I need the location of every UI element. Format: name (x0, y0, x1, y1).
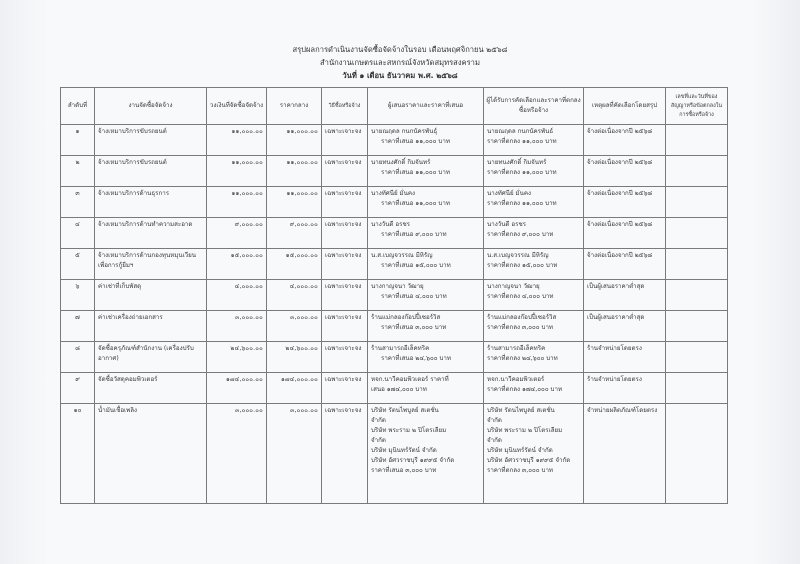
winner-name: น.ส.เบญจวรรณ มีหิรัญ (487, 252, 549, 259)
row-budget: ๑๑,๐๐๐.๐๐ (207, 187, 267, 218)
table-row (61, 249, 728, 280)
row-no: ๕ (61, 249, 95, 280)
col-header-reason: เหตุผลที่คัดเลือกโดยสรุป (584, 88, 666, 125)
winner-name: จำกัด (487, 417, 502, 424)
row-reason: จ้างต่อเนื่องจากปี ๒๕๖๘ (584, 125, 666, 156)
bid-price: ราคาที่เสนอ ๒๔,๖๐๐ บาท (381, 355, 451, 362)
row-contract (666, 125, 728, 156)
winner-name: จำกัด (487, 437, 502, 444)
row-budget: ๒๔,๖๐๐.๐๐ (207, 342, 267, 373)
row-reason: ร้านจำหน่ายโดยตรง (584, 342, 666, 373)
bidder-name: นายณฤดล กนกนัครพันธุ์ (371, 128, 438, 135)
winner-name: นางกาญจนา วัฒายุ (487, 283, 540, 290)
bidder-name: ร้านแม่กลองก๊อปปี้เซอร์วิส (371, 314, 441, 321)
table-row (61, 311, 728, 342)
row-method: เฉพาะเจาะจง (322, 156, 368, 187)
row-bidder (368, 311, 484, 342)
row-reason: จ้างต่อเนื่องจากปี ๒๕๖๘ (584, 249, 666, 280)
bid-price: ราคาที่เสนอ ๓,๐๐๐ บาท (381, 324, 447, 331)
table-row (61, 342, 728, 373)
row-item: จ้างเหมาบริการด้านธุรการ (95, 187, 207, 218)
row-contract (666, 373, 728, 404)
row-budget: ๙,๐๐๐.๐๐ (207, 218, 267, 249)
row-bidder (368, 373, 484, 404)
row-winner (484, 249, 584, 280)
row-budget: ๑๕,๐๐๐.๐๐ (207, 249, 267, 280)
row-median-price: ๙,๐๐๐.๐๐ (267, 218, 322, 249)
row-winner (484, 280, 584, 311)
agreed-price: ราคาที่ตกลง ๑๑,๐๐๐ บาท (487, 169, 557, 176)
row-item: จัดซื้อครุภัณฑ์สำนักงาน (เครื่องปรับอากาศ) (95, 342, 207, 373)
row-median-price: ๓,๐๐๐.๐๐ (267, 404, 322, 504)
table-row (61, 156, 728, 187)
row-no: ๘ (61, 342, 95, 373)
col-header-winner: ผู้ได้รับการคัดเลือกและราคาที่ตกลงซื้อหรือจ้าง (484, 88, 584, 125)
bid-price: ราคาที่เสนอ ๑๑,๐๐๐ บาท (381, 200, 450, 207)
agreed-price: ราคาที่ตกลง ๔,๐๐๐ บาท (487, 293, 554, 300)
bid-price: ราคาที่เสนอ ๙,๐๐๐ บาท (381, 231, 447, 238)
row-median-price: ๓,๐๐๐.๐๐ (267, 311, 322, 342)
bid-price: ราคาที่เสนอ ๑๑,๐๐๐ บาท (381, 138, 450, 145)
row-contract (666, 280, 728, 311)
bidder-name: บริษัท รัตนไพบูลย์ สเตชั่น (371, 407, 439, 414)
row-item: ค่าเช่าเครื่องถ่ายเอกสาร (95, 311, 207, 342)
row-bidder (368, 125, 484, 156)
row-contract (666, 342, 728, 373)
row-budget: ๓,๐๐๐.๐๐ (207, 404, 267, 504)
bidder-name: ร้านสามารถอีเล็คทริค (371, 345, 430, 352)
bid-price: ราคาที่เสนอ ๔,๐๐๐ บาท (381, 293, 447, 300)
row-method: เฉพาะเจาะจง (322, 280, 368, 311)
col-header-median-price: ราคากลาง (267, 88, 322, 125)
row-budget: ๑๗๔,๐๐๐.๐๐ (207, 373, 267, 404)
row-bidder (368, 156, 484, 187)
winner-name: นางทัศนีย์ มั่นคง (487, 190, 532, 197)
row-median-price: ๑๗๔,๐๐๐.๐๐ (267, 373, 322, 404)
row-contract (666, 249, 728, 280)
winner-name: หจก.นาวีคอมพิวเตอร์ (487, 376, 545, 383)
row-reason: จ้างต่อเนื่องจากปี ๒๕๖๘ (584, 218, 666, 249)
bidder-name: บริษัท พระราม ๒ ปิโตรเลียม (371, 427, 447, 434)
row-median-price: ๒๔,๖๐๐.๐๐ (267, 342, 322, 373)
table-row (61, 187, 728, 218)
row-method: เฉพาะเจาะจง (322, 218, 368, 249)
bidder-name: น.ส.เบญจวรรณ มีหิรัญ (371, 252, 433, 259)
row-item: ค่าเช่าที่เก็บพัสดุ (95, 280, 207, 311)
row-contract (666, 187, 728, 218)
row-item: จัดซื้อวัสดุคอมพิวเตอร์ (95, 373, 207, 404)
row-item: จ้างเหมาบริการด้านกองทุนหมุนเวียนเพื่อการกู้ยืมฯ (95, 249, 207, 280)
row-winner (484, 311, 584, 342)
winner-name: นางวันดี อรชร (487, 221, 526, 228)
row-reason: จำหน่ายผลิตภัณฑ์โดยตรง (584, 404, 666, 504)
row-winner (484, 342, 584, 373)
bidder-name: นางวันดี อรชร (371, 221, 410, 228)
row-budget: ๑๑,๐๐๐.๐๐ (207, 156, 267, 187)
row-method: เฉพาะเจาะจง (322, 249, 368, 280)
row-budget: ๔,๐๐๐.๐๐ (207, 280, 267, 311)
row-reason: เป็นผู้เสนอราคาต่ำสุด (584, 311, 666, 342)
row-method: เฉพาะเจาะจง (322, 373, 368, 404)
row-median-price: ๔,๐๐๐.๐๐ (267, 280, 322, 311)
col-header-contract: เลขที่และวันที่ของสัญญาหรือข้อตกลงในการซื้อหรือจ้าง (666, 88, 728, 125)
winner-name: ร้านสามารถอีเล็คทริค (487, 345, 546, 352)
row-median-price: ๑๑,๐๐๐.๐๐ (267, 187, 322, 218)
row-bidder (368, 218, 484, 249)
row-reason: ร้านจำหน่ายโดยตรง (584, 373, 666, 404)
row-no: ๒ (61, 156, 95, 187)
bidder-name: จำกัด (371, 417, 386, 424)
agreed-price: ราคาที่ตกลง ๑๑,๐๐๐ บาท (487, 200, 557, 207)
procurement-table (60, 87, 728, 504)
row-no: ๗ (61, 311, 95, 342)
table-row (61, 125, 728, 156)
bidder-name: หจก.นาวีคอมพิวเตอร์ ราคาที่ (371, 376, 449, 383)
row-winner (484, 156, 584, 187)
row-contract (666, 404, 728, 504)
row-winner (484, 218, 584, 249)
agency-name: สำนักงานเกษตรและสหกรณ์จังหวัดสมุทรสงคราม (320, 58, 480, 67)
row-bidder (368, 187, 484, 218)
row-contract (666, 156, 728, 187)
row-no: ๖ (61, 280, 95, 311)
row-item: จ้างเหมาบริการด้านทำความสะอาด (95, 218, 207, 249)
winner-name: ร้านแม่กลองก๊อปปี้เซอร์วิส (487, 314, 557, 321)
table-row (61, 280, 728, 311)
row-item: จ้างเหมาบริการขับรถยนต์ (95, 156, 207, 187)
winner-name: นายณฤดล กนกนัครพันธ์ (487, 128, 554, 135)
row-budget: ๑๑,๐๐๐.๐๐ (207, 125, 267, 156)
row-reason: จ้างต่อเนื่องจากปี ๒๕๖๘ (584, 156, 666, 187)
agreed-price: ราคาที่ตกลง ๓,๐๐๐ บาท (487, 467, 554, 474)
bid-price: ราคาที่เสนอ ๑๑,๐๐๐ บาท (381, 169, 450, 176)
row-winner (484, 187, 584, 218)
row-contract (666, 218, 728, 249)
row-contract (666, 311, 728, 342)
row-reason: จ้างต่อเนื่องจากปี ๒๕๖๘ (584, 187, 666, 218)
winner-name: บริษัท มุนินทร์รัตน์ จำกัด (487, 447, 553, 454)
row-winner (484, 373, 584, 404)
winner-name: บริษัท อัศวราชบุรี ๑๙๙๕ จำกัด (487, 457, 571, 464)
row-median-price: ๑๑,๐๐๐.๐๐ (267, 156, 322, 187)
col-header-method: วิธีซื้อหรือจ้าง (322, 88, 368, 125)
winner-name: บริษัท พระราม ๒ ปิโตรเลียม (487, 427, 563, 434)
col-header-no: ลำดับที่ (61, 88, 95, 125)
row-bidder (368, 342, 484, 373)
row-no: ๓ (61, 187, 95, 218)
row-method: เฉพาะเจาะจง (322, 311, 368, 342)
bidder-name: บริษัท อัศวราชบุรี ๑๙๙๕ จำกัด (371, 457, 455, 464)
agreed-price: ราคาที่ตกลง ๓,๐๐๐ บาท (487, 324, 554, 331)
row-bidder (368, 404, 484, 504)
bidder-name: นางกาญจนา วัฒายุ (371, 283, 424, 290)
row-item: จ้างเหมาบริการขับรถยนต์ (95, 125, 207, 156)
agreed-price: ราคาที่ตกลง ๒๔,๖๐๐ บาท (487, 355, 558, 362)
document-title: สรุปผลการดำเนินงานจัดซื้อจัดจ้างในรอบ เดือนพฤศจิกายน ๒๕๖๘ (292, 45, 508, 54)
agreed-price: ราคาที่ตกลง ๑๕,๐๐๐ บาท (487, 262, 558, 269)
winner-name: บริษัท รัตนไพบูลย์ สเตชั่น (487, 407, 555, 414)
row-no: ๑๐ (61, 404, 95, 504)
agreed-price: ราคาที่ตกลง ๑๗๔,๐๐๐ บาท (487, 386, 563, 393)
bidder-name: นายทนงศักดิ์ กิมจันทร์ (371, 159, 431, 166)
winner-name: นายทนงศักดิ์ กิมจันทร์ (487, 159, 547, 166)
row-no: ๙ (61, 373, 95, 404)
document-date: วันที่ ๑ เดือน ธันวาคม พ.ศ. ๒๕๖๘ (342, 71, 458, 80)
row-winner (484, 125, 584, 156)
row-median-price: ๑๕,๐๐๐.๐๐ (267, 249, 322, 280)
bid-price: ราคาที่เสนอ ๓,๐๐๐ บาท (371, 467, 437, 474)
row-method: เฉพาะเจาะจง (322, 342, 368, 373)
row-no: ๔ (61, 218, 95, 249)
col-header-budget: วงเงินที่จัดซื้อจัดจ้าง (207, 88, 267, 125)
row-method: เฉพาะเจาะจง (322, 404, 368, 504)
row-no: ๑ (61, 125, 95, 156)
bidder-name: นางทัศนีย์ มั่นคง (371, 190, 416, 197)
row-winner (484, 404, 584, 504)
table-row (61, 218, 728, 249)
bid-price: เสนอ ๑๗๔,๐๐๐ บาท (371, 386, 427, 393)
bidder-name: บริษัท มุนินทร์รัตน์ จำกัด (371, 447, 437, 454)
agreed-price: ราคาที่ตกลง ๑๑,๐๐๐ บาท (487, 138, 557, 145)
table-row (61, 373, 728, 404)
agreed-price: ราคาที่ตกลง ๙,๐๐๐ บาท (487, 231, 554, 238)
bid-price: ราคาที่เสนอ ๑๕,๐๐๐ บาท (381, 262, 451, 269)
row-budget: ๓,๐๐๐.๐๐ (207, 311, 267, 342)
row-method: เฉพาะเจาะจง (322, 187, 368, 218)
row-reason: เป็นผู้เสนอราคาต่ำสุด (584, 280, 666, 311)
bidder-name: จำกัด (371, 437, 386, 444)
col-header-bidders: ผู้เสนอราคาและราคาที่เสนอ (368, 88, 484, 125)
table-row (61, 404, 728, 504)
row-item: น้ำมันเชื้อเพลิง (95, 404, 207, 504)
col-header-item: งานจัดซื้อจัดจ้าง (95, 88, 207, 125)
row-method: เฉพาะเจาะจง (322, 125, 368, 156)
row-bidder (368, 280, 484, 311)
table-header-row (61, 88, 728, 125)
row-bidder (368, 249, 484, 280)
row-median-price: ๑๑,๐๐๐.๐๐ (267, 125, 322, 156)
